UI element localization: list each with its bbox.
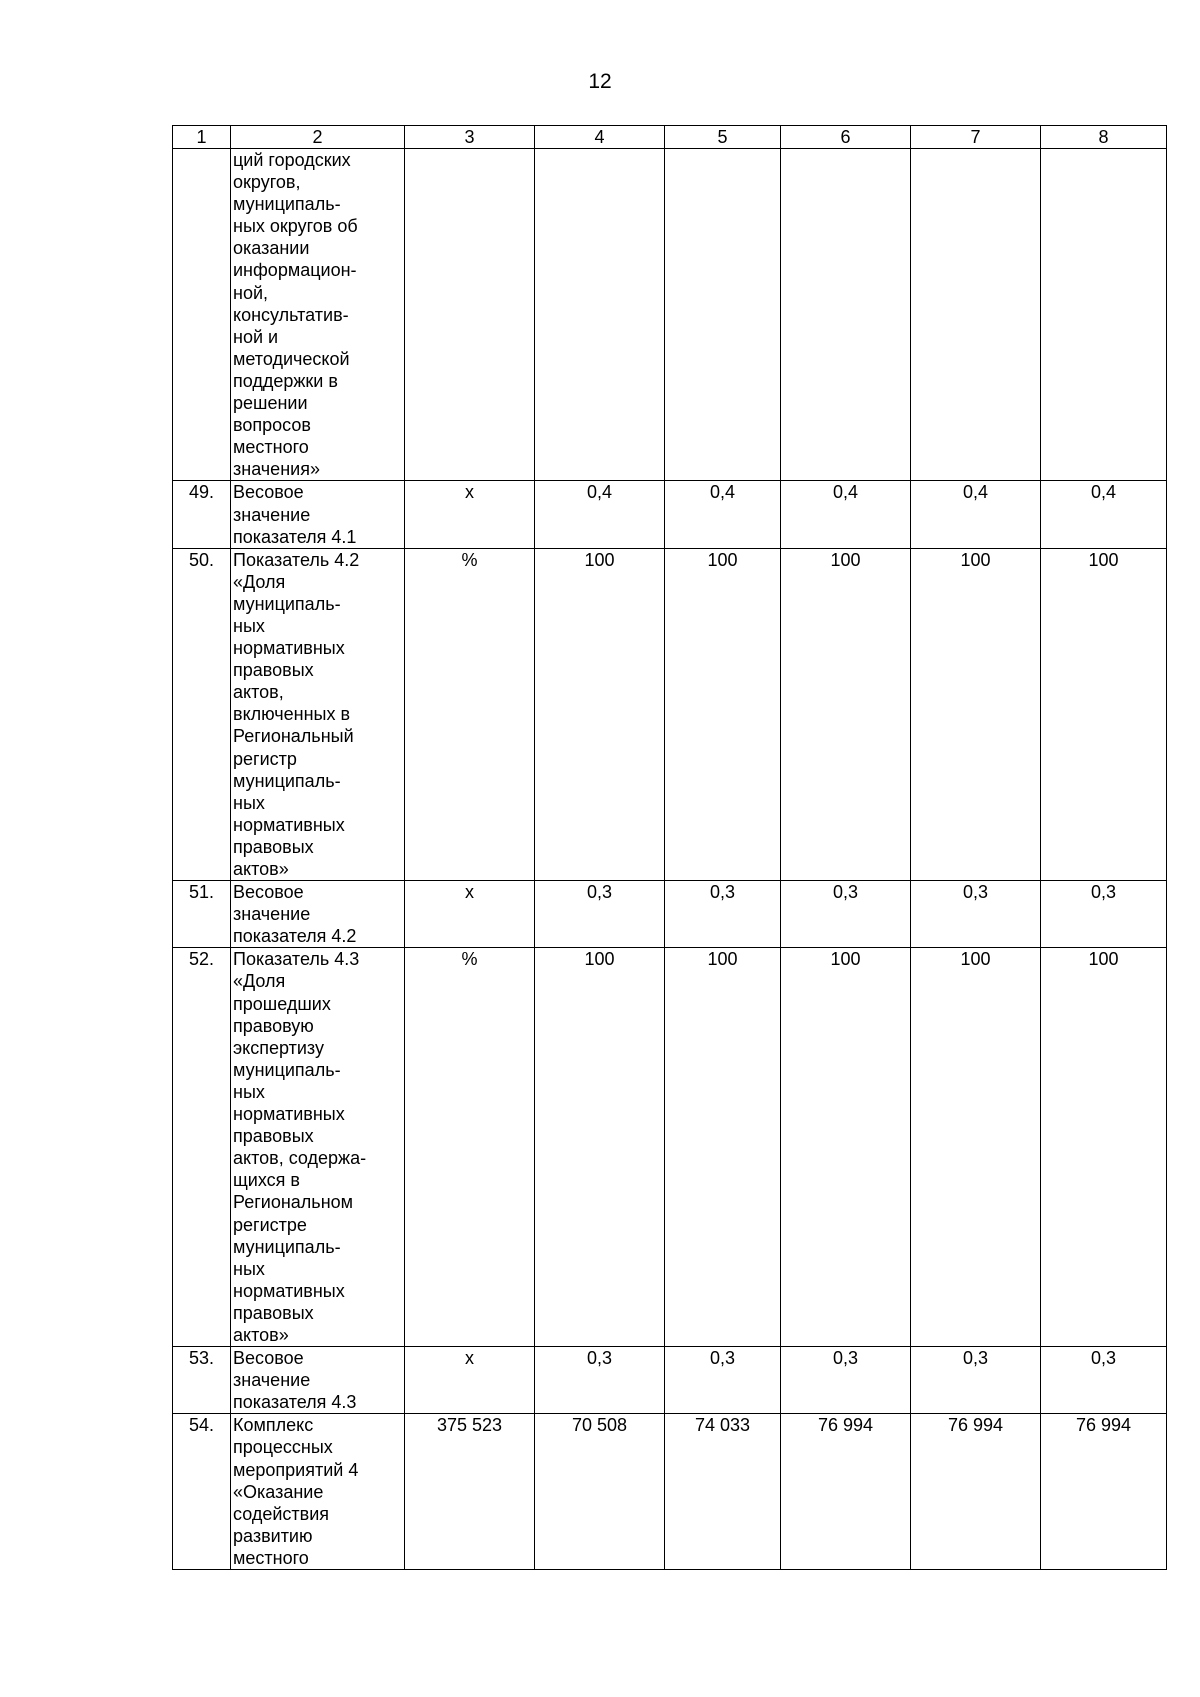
indicator-name-line: правовых (233, 1126, 314, 1147)
table-row (173, 149, 1167, 481)
row-number-cell: 51. (173, 881, 231, 948)
value-cell-col-8: 0,3 (1041, 881, 1167, 948)
value-cell-col-3: x (405, 481, 535, 548)
indicator-name-line: муниципаль- (233, 593, 341, 614)
indicator-name-line: консультатив- (233, 304, 349, 325)
indicator-name-line: нормативных (233, 1280, 345, 1301)
column-header: 6 (781, 126, 911, 149)
value-cell-col-8: 0,4 (1041, 481, 1167, 548)
indicator-name-cell (231, 1347, 405, 1414)
indicator-name-line: Весовое (233, 1348, 304, 1369)
value-cell-col-7 (911, 149, 1041, 481)
indicator-name-line: развитию (233, 1525, 313, 1546)
indicator-name-line: включенных в (233, 704, 351, 725)
indicator-name-line: ных округов об (233, 216, 358, 237)
indicator-name-line: актов» (233, 1324, 289, 1345)
value-cell-col-7: 100 (911, 948, 1041, 1347)
column-header: 1 (173, 126, 231, 149)
indicator-name-line: мероприятий 4 (233, 1459, 359, 1480)
table-row (173, 481, 1167, 548)
indicator-name-cell (231, 481, 405, 548)
indicator-name-line: ной, (233, 282, 269, 303)
row-number-cell (173, 149, 231, 481)
value-cell-col-3: x (405, 881, 535, 948)
row-number-cell: 52. (173, 948, 231, 1347)
value-cell-col-6: 100 (781, 948, 911, 1347)
value-cell-col-8: 0,3 (1041, 1347, 1167, 1414)
value-cell-col-3 (405, 149, 535, 481)
indicator-name-line: регистре (233, 1214, 307, 1235)
value-cell-col-5 (665, 149, 781, 481)
value-cell-col-4: 0,3 (535, 881, 665, 948)
indicator-name-line: ных (233, 1258, 265, 1279)
indicator-name-line: Показатель 4.2 (233, 549, 360, 570)
value-cell-col-7: 0,4 (911, 481, 1041, 548)
table-body (173, 149, 1167, 1570)
indicator-name-cell (231, 548, 405, 880)
value-cell-col-6: 76 994 (781, 1414, 911, 1570)
indicator-name-line: показателя 4.1 (233, 526, 357, 547)
indicator-name-line: Показатель 4.3 (233, 949, 360, 970)
indicator-name-line: актов, содержа- (233, 1148, 367, 1169)
value-cell-col-3: % (405, 548, 535, 880)
table-row (173, 1414, 1167, 1570)
column-header: 2 (231, 126, 405, 149)
value-cell-col-5: 74 033 (665, 1414, 781, 1570)
indicator-name-line: муниципаль- (233, 1236, 341, 1257)
row-number-cell: 53. (173, 1347, 231, 1414)
value-cell-col-4 (535, 149, 665, 481)
indicator-name-line: методической (233, 348, 350, 369)
indicator-name-line: правовых (233, 836, 314, 857)
column-header: 8 (1041, 126, 1167, 149)
column-header: 4 (535, 126, 665, 149)
indicator-name-line: значение (233, 504, 311, 525)
table-row (173, 881, 1167, 948)
value-cell-col-7: 100 (911, 548, 1041, 880)
value-cell-col-7: 0,3 (911, 1347, 1041, 1414)
value-cell-col-7: 0,3 (911, 881, 1041, 948)
indicator-name-line: округов, (233, 172, 301, 193)
indicator-name-line: нормативных (233, 1104, 345, 1125)
indicator-name-line: нормативных (233, 814, 345, 835)
indicator-name-line: значение (233, 904, 311, 925)
indicator-name-line: показателя 4.2 (233, 926, 357, 947)
indicator-name-line: нормативных (233, 638, 345, 659)
row-number-cell: 54. (173, 1414, 231, 1570)
value-cell-col-6: 100 (781, 548, 911, 880)
value-cell-col-5: 100 (665, 948, 781, 1347)
value-cell-col-5: 100 (665, 548, 781, 880)
indicator-name-line: информацион- (233, 260, 357, 281)
indicator-name-line: значение (233, 1370, 311, 1391)
indicator-name-line: муниципаль- (233, 770, 341, 791)
page-number: 12 (588, 70, 612, 93)
indicator-name-cell (231, 948, 405, 1347)
value-cell-col-8: 76 994 (1041, 1414, 1167, 1570)
indicator-name-line: решении (233, 393, 308, 414)
indicator-name-line: вопросов (233, 415, 311, 436)
table-row (173, 948, 1167, 1347)
indicator-name-line: Весовое (233, 482, 304, 503)
indicator-name-line: муниципаль- (233, 1059, 341, 1080)
indicator-name-line: актов» (233, 859, 289, 879)
table-row (173, 548, 1167, 880)
indicator-name-line: регистр (233, 748, 297, 769)
column-header: 7 (911, 126, 1041, 149)
indicators-table (172, 125, 1167, 1570)
indicator-name-line: показателя 4.3 (233, 1392, 357, 1413)
row-number-cell: 49. (173, 481, 231, 548)
indicator-name-line: ной и (233, 326, 279, 347)
value-cell-col-3: % (405, 948, 535, 1347)
value-cell-col-8 (1041, 149, 1167, 481)
value-cell-col-8: 100 (1041, 948, 1167, 1347)
indicator-name-line: Региональный (233, 726, 354, 747)
indicator-name-cell (231, 881, 405, 948)
indicator-name-line: Комплекс (233, 1415, 314, 1436)
indicator-name-line: Весовое (233, 882, 304, 903)
indicator-name-line: экспертизу (233, 1037, 324, 1058)
value-cell-col-4: 0,3 (535, 1347, 665, 1414)
indicator-name-line: содействия (233, 1503, 329, 1524)
indicator-name-line: процессных (233, 1437, 333, 1458)
indicator-name-line: поддержки в (233, 370, 338, 391)
value-cell-col-3: 375 523 (405, 1414, 535, 1570)
table-row (173, 1347, 1167, 1414)
indicator-name-line: ных (233, 615, 265, 636)
indicator-name-line: правовых (233, 660, 314, 681)
indicator-name-line: местного (233, 1547, 309, 1568)
indicator-name-line: актов, (233, 682, 284, 703)
column-header: 3 (405, 126, 535, 149)
indicator-name-line: щихся в (233, 1170, 300, 1191)
value-cell-col-4: 0,4 (535, 481, 665, 548)
value-cell-col-6: 0,3 (781, 1347, 911, 1414)
indicator-name-line: правовую (233, 1015, 314, 1036)
table-header-row (173, 126, 1167, 149)
value-cell-col-4: 100 (535, 548, 665, 880)
indicator-name-cell (231, 149, 405, 481)
indicator-name-line: значения» (233, 459, 320, 480)
value-cell-col-6: 0,4 (781, 481, 911, 548)
value-cell-col-6 (781, 149, 911, 481)
indicator-name-line: правовых (233, 1302, 314, 1323)
value-cell-col-7: 76 994 (911, 1414, 1041, 1570)
indicator-name-line: прошедших (233, 993, 331, 1014)
indicator-name-line: оказании (233, 238, 310, 259)
row-number-cell: 50. (173, 548, 231, 880)
indicator-name-line: ций городских (233, 150, 351, 170)
value-cell-col-5: 0,3 (665, 881, 781, 948)
indicator-name-line: муниципаль- (233, 194, 341, 215)
indicator-name-line: ных (233, 1081, 265, 1102)
value-cell-col-6: 0,3 (781, 881, 911, 948)
column-header: 5 (665, 126, 781, 149)
value-cell-col-3: x (405, 1347, 535, 1414)
indicator-name-line: «Оказание (233, 1481, 324, 1502)
value-cell-col-5: 0,4 (665, 481, 781, 548)
indicator-name-line: Региональном (233, 1192, 354, 1213)
indicator-name-line: «Доля (233, 971, 286, 992)
value-cell-col-4: 100 (535, 948, 665, 1347)
indicator-name-cell (231, 1414, 405, 1570)
indicator-name-line: местного (233, 437, 309, 458)
indicator-name-line: «Доля (233, 571, 286, 592)
value-cell-col-8: 100 (1041, 548, 1167, 880)
value-cell-col-4: 70 508 (535, 1414, 665, 1570)
value-cell-col-5: 0,3 (665, 1347, 781, 1414)
indicator-name-line: ных (233, 792, 265, 813)
